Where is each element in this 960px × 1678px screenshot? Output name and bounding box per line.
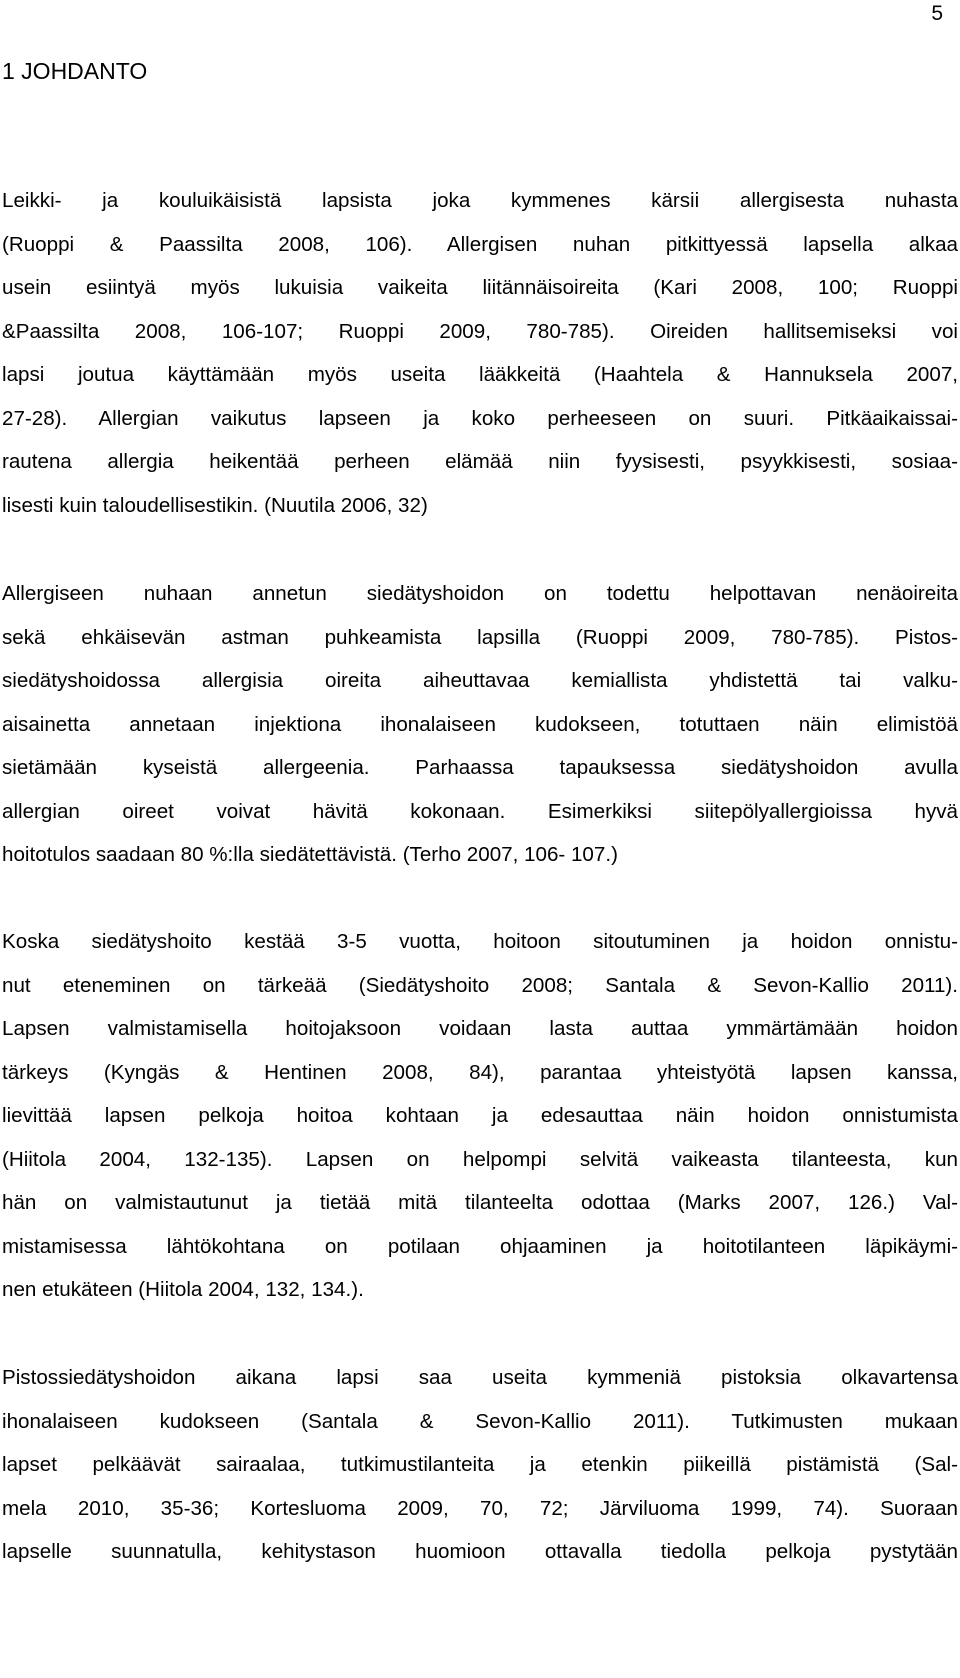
text-line: lapselle suunnatulla, kehitystason huomioon ottavalla tiedolla pelkoja pystytään	[2, 1540, 958, 1563]
text-line: hän on valmistautunut ja tietää mitä tilanteelta odottaa (Marks 2007, 126.) Val-	[2, 1191, 958, 1214]
text-line: sekä ehkäisevän astman puhkeamista lapsilla (Ruoppi 2009, 780-785). Pistos-	[2, 625, 958, 649]
text-line: lisesti kuin taloudellisestikin. (Nuutila 2006, 32)	[2, 493, 428, 517]
text-line: 27-28). Allergian vaikutus lapseen ja koko perheeseen on suuri. Pitkäaikaissai-	[2, 406, 958, 430]
text-line: sietämään kyseistä allergeenia. Parhaassa tapauksessa siedätyshoidon avulla	[2, 756, 958, 779]
text-line: allergian oireet voivat hävitä kokonaan. Esimerkiksi siitepölyallergioissa hyvä	[2, 799, 958, 823]
text-line: lapset pelkäävät sairaalaa, tutkimustilanteita ja etenkin piikeillä pistämistä (Sal-	[2, 1453, 958, 1476]
text-line: Pistossiedätyshoidon aikana lapsi saa useita kymmeniä pistoksia olkavartensa	[2, 1366, 958, 1389]
paragraph-3	[2, 920, 958, 1312]
text-line: nen etukäteen (Hiitola 2004, 132, 134.).	[2, 1278, 364, 1301]
text-line: nut eteneminen on tärkeää (Siedätyshoito 2008; Santala & Sevon-Kallio 2011).	[2, 973, 958, 997]
text-line: (Hiitola 2004, 132-135). Lapsen on helpompi selvitä vaikeasta tilanteesta, kun	[2, 1147, 958, 1171]
paragraph-2	[2, 572, 958, 877]
text-line: Allergiseen nuhaan annetun siedätyshoidon on todettu helpottavan nenäoireita	[2, 582, 958, 605]
text-line: Leikki- ja kouluikäisistä lapsista joka kymmenes kärsii allergisesta nuhasta	[2, 189, 958, 212]
text-line: lievittää lapsen pelkoja hoitoa kohtaan ja edesauttaa näin hoidon onnistumista	[2, 1104, 958, 1127]
text-line: tärkeys (Kyngäs & Hentinen 2008, 84), parantaa yhteistyötä lapsen kanssa,	[2, 1060, 958, 1084]
text-line: Koska siedätyshoito kestää 3-5 vuotta, hoitoon sitoutuminen ja hoidon onnistu-	[2, 930, 958, 953]
text-line: (Ruoppi & Paassilta 2008, 106). Allergisen nuhan pitkittyessä lapsella alkaa	[2, 232, 958, 256]
text-line: &Paassilta 2008, 106-107; Ruoppi 2009, 780-785). Oireiden hallitsemiseksi voi	[2, 319, 958, 343]
paragraph-1	[2, 179, 958, 527]
paragraph-4	[2, 1356, 958, 1574]
text-line: usein esiintyä myös lukuisia vaikeita liitännäisoireita (Kari 2008, 100; Ruoppi	[2, 276, 958, 299]
text-line: lapsi joutua käyttämään myös useita lääkkeitä (Haahtela & Hannuksela 2007,	[2, 363, 958, 386]
text-line: Lapsen valmistamisella hoitojaksoon voidaan lasta auttaa ymmärtämään hoidon	[2, 1017, 958, 1040]
text-line: ihonalaiseen kudokseen (Santala & Sevon-Kallio 2011). Tutkimusten mukaan	[2, 1409, 958, 1433]
text-line: mistamisessa lähtökohtana on potilaan ohjaaminen ja hoitotilanteen läpikäymi-	[2, 1234, 958, 1258]
text-line: siedätyshoidossa allergisia oireita aiheuttavaa kemiallista yhdistettä tai valku-	[2, 669, 958, 692]
text-line: hoitotulos saadaan 80 %:lla siedätettävistä. (Terho 2007, 106- 107.)	[2, 843, 618, 866]
page-number: 5	[931, 2, 943, 25]
text-line: rautena allergia heikentää perheen elämää niin fyysisesti, psyykkisesti, sosiaa-	[2, 450, 958, 473]
chapter-heading: 1 JOHDANTO	[2, 58, 148, 84]
text-line: mela 2010, 35-36; Kortesluoma 2009, 70, 72; Järviluoma 1999, 74). Suoraan	[2, 1496, 958, 1520]
text-line: aisainetta annetaan injektiona ihonalaiseen kudokseen, totuttaen näin elimistöä	[2, 712, 958, 736]
